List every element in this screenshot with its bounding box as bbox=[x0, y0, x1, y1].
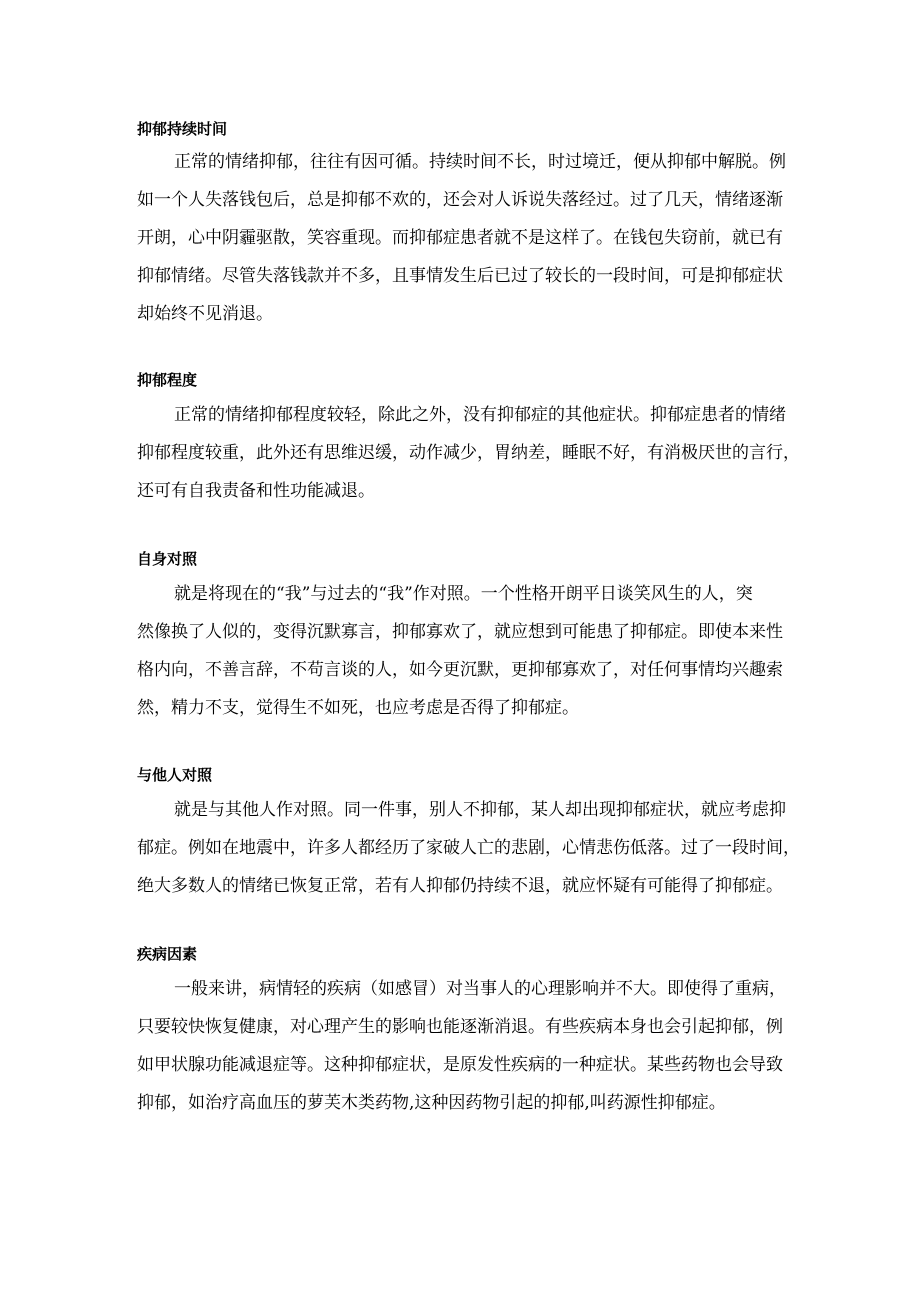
section-paragraph-duration bbox=[137, 143, 797, 333]
paragraph-line: 正常的情绪抑郁，往往有因可循。持续时间不长，时过境迁，便从抑郁中解脱。例 bbox=[174, 152, 786, 172]
paragraph-line: 然像换了人似的，变得沉默寡言，抑郁寡欢了，就应想到可能患了抑郁症。即使本来性 bbox=[137, 622, 783, 642]
section-heading-others-comparison: 与他人对照 bbox=[137, 766, 213, 784]
section-paragraph-others-comparison bbox=[137, 791, 800, 905]
paragraph-line: 如一个人失落钱包后，总是抑郁不欢的，还会对人诉说失落经过。过了几天，情绪逐渐 bbox=[137, 190, 783, 210]
paragraph-line: 抑郁程度较重，此外还有思维迟缓，动作减少，胃纳差，睡眠不好，有消极厌世的言行， bbox=[137, 443, 800, 463]
paragraph-line: 格内向，不善言辞，不苟言谈的人，如今更沉默，更抑郁寡欢了，对任何事情均兴趣索 bbox=[137, 660, 783, 680]
paragraph-line: 然，精力不支，觉得生不如死，也应考虑是否得了抑郁症。 bbox=[137, 698, 579, 718]
paragraph-line: 抑郁情绪。尽管失落钱款并不多，且事情发生后已过了较长的一段时间，可是抑郁症状 bbox=[137, 266, 783, 286]
paragraph-line: 开朗，心中阴霾驱散，笑容重现。而抑郁症患者就不是这样了。在钱包失窃前，就已有 bbox=[137, 228, 783, 248]
section-heading-self-comparison: 自身对照 bbox=[137, 550, 198, 568]
paragraph-line: 一般来讲，病情轻的疾病（如感冒）对当事人的心理影响并不大。即使得了重病， bbox=[174, 979, 786, 999]
section-paragraph-severity bbox=[137, 396, 800, 510]
paragraph-line: 郁症。例如在地震中，许多人都经历了家破人亡的悲剧，心情悲伤低落。过了一段时间， bbox=[137, 838, 800, 858]
section-paragraph-disease-factors bbox=[137, 970, 797, 1122]
paragraph-line: 只要较快恢复健康，对心理产生的影响也能逐渐消退。有些疾病本身也会引起抑郁，例 bbox=[137, 1017, 783, 1037]
paragraph-line: 正常的情绪抑郁程度较轻，除此之外，没有抑郁症的其他症状。抑郁症患者的情绪 bbox=[174, 405, 786, 425]
section-heading-duration: 抑郁持续时间 bbox=[137, 120, 228, 138]
paragraph-line: 就是将现在的“我”与过去的“我”作对照。一个性格开朗平日谈笑风生的人，突 bbox=[174, 584, 753, 604]
section-heading-disease-factors: 疾病因素 bbox=[137, 945, 198, 963]
section-paragraph-self-comparison bbox=[137, 575, 797, 727]
paragraph-line: 绝大多数人的情绪已恢复正常，若有人抑郁仍持续不退，就应怀疑有可能得了抑郁症。 bbox=[137, 876, 783, 896]
section-heading-severity: 抑郁程度 bbox=[137, 371, 198, 389]
paragraph-line: 抑郁，如治疗高血压的萝芙木类药物,这种因药物引起的抑郁,叫药源性抑郁症。 bbox=[137, 1093, 726, 1113]
paragraph-line: 却始终不见消退。 bbox=[137, 304, 273, 324]
paragraph-line: 还可有自我责备和性功能减退。 bbox=[137, 481, 375, 501]
paragraph-line: 就是与其他人作对照。同一件事，别人不抑郁，某人却出现抑郁症状，就应考虑抑 bbox=[174, 800, 786, 820]
paragraph-line: 如甲状腺功能减退症等。这种抑郁症状，是原发性疾病的一种症状。某些药物也会导致 bbox=[137, 1055, 783, 1075]
